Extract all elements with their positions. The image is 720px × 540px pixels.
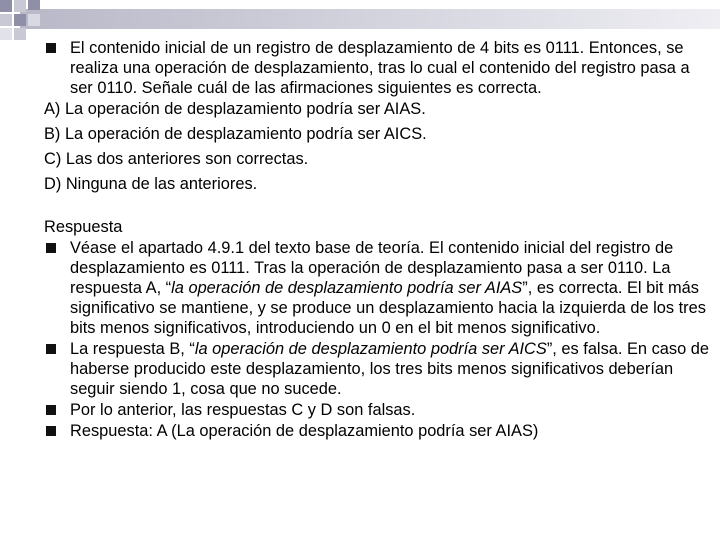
option-c: C) Las dos anteriores son correctas. — [44, 150, 309, 168]
answer-bullet-3 — [44, 400, 709, 420]
answer-bullet-2 — [44, 339, 709, 399]
square-bullet-icon — [46, 426, 56, 436]
answer-bullet-2-post: ”, es falsa. En caso de haberse producido este desplazamiento, los tres bits menos significativos deberían seguir siendo 1, cosa que no sucede. — [70, 340, 709, 398]
header-decoration — [0, 0, 720, 40]
square-bullet-icon — [46, 243, 56, 253]
square-bullet-icon — [46, 43, 56, 53]
answer-bullet-3-text: Por lo anterior, las respuestas C y D son falsas. — [70, 401, 416, 419]
answer-bullet-4-text: Respuesta: A (La operación de desplazamiento podría ser AIAS) — [70, 422, 539, 440]
answer-bullet-2-emphasis: la operación de desplazamiento podría ser AICS — [194, 340, 547, 358]
answer-bullet-1-post: ”, es correcta. El bit más significativo se mantiene, y se produce un desplazamiento hacia la izquierda de los tres bits menos significativos, introduciendo un 0 en el bit menos significativo. — [70, 279, 706, 337]
square-bullet-icon — [46, 344, 56, 354]
option-d: D) Ninguna de las anteriores. — [44, 175, 258, 193]
answer-heading: Respuesta — [44, 218, 123, 236]
question-stem — [44, 38, 709, 98]
question-stem-text: El contenido inicial de un registro de desplazamiento de 4 bits es 0111. Entonces, se realiza una operación de desplazamiento, tras lo cual el contenido del registro pasa a ser 0110. Señale cuál de las afirmaciones siguientes es correcta. — [70, 39, 690, 97]
answer-bullet-4 — [44, 421, 709, 441]
answer-bullet-1-pre: Véase el apartado 4.9.1 del texto base de teoría. El contenido inicial del registro de desplazamiento es 0111. Tras la operación de desplazamiento pasa a ser 0110. La respuesta A, “ — [70, 239, 674, 297]
answer-bullet-1 — [44, 238, 709, 338]
square-bullet-icon — [46, 405, 56, 415]
option-a: A) La operación de desplazamiento podría ser AIAS. — [44, 100, 426, 118]
slide-content — [44, 38, 709, 441]
option-b: B) La operación de desplazamiento podría ser AICS. — [44, 125, 427, 143]
answer-bullet-2-pre: La respuesta B, “ — [70, 340, 195, 358]
answer-bullet-1-emphasis: la operación de desplazamiento podría ser AIAS — [171, 279, 523, 297]
